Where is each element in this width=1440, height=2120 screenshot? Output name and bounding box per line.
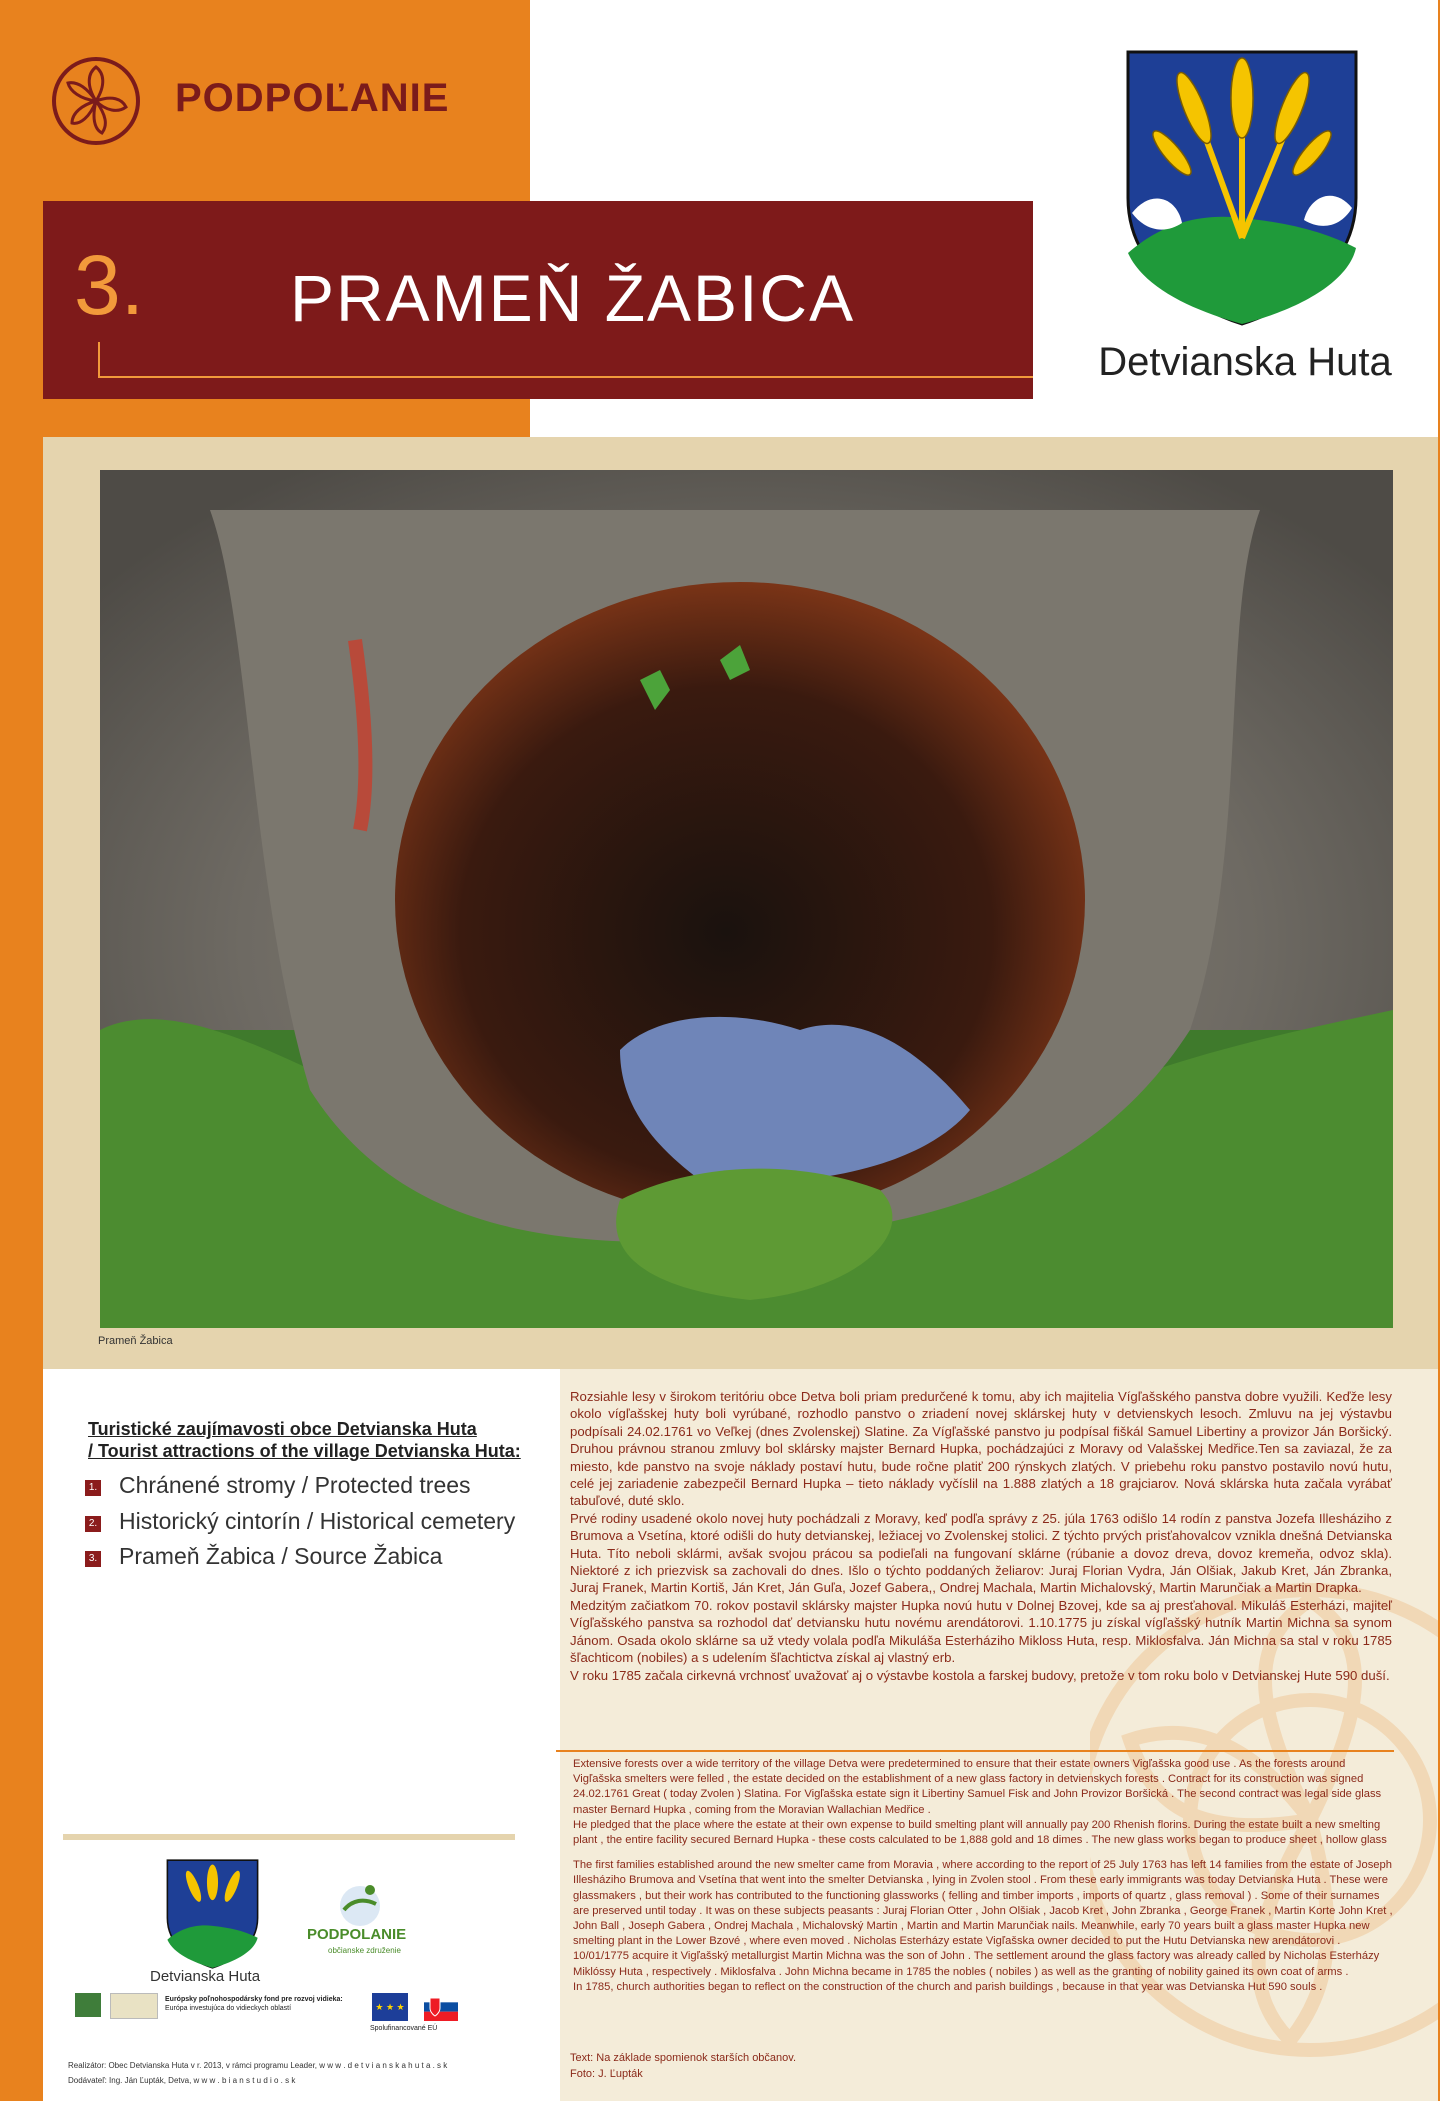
list-number: 1. [85,1480,101,1496]
title-underline-corner [98,342,100,378]
podpolanie-flower-logo-icon [50,55,142,147]
leader-logo-icon [75,1993,101,2017]
podpolanie-association-logo-icon [330,1880,390,1928]
cofinanced-text: Spolufinancované EÚ [370,2025,438,2032]
photo-credit: Foto: J. Ľupták [570,2068,643,2080]
attraction-label: Historický cintorín / Historical cemetery [119,1508,516,1534]
page-title: PRAMEŇ ŽABICA [290,261,856,335]
slovak-paragraph: V roku 1785 začala cirkevná vrchnosť uvažovať aj o výstavbe kostola a farskej budovy, pretože v tom roku bolo v Detvianskej Hute 590 duší. [570,1667,1390,1683]
list-item [85,1472,471,1499]
village-name-small: Detvianska Huta [150,1968,261,1985]
brand-name: PODPOĽANIE [175,76,450,120]
credits [68,2058,447,2088]
podpolanie-association-sub: občianske združenie [328,1946,401,1955]
english-paragraph: In 1785, church authorities began to reflect on the construction of the church and parish buildings , because in that year was Detvianska Hut 590 souls . [573,1980,1323,1993]
left-orange-strip [0,0,43,2101]
attractions-heading-sk: Turistické zaujímavosti obce Detvianska Huta [88,1419,477,1439]
credits-line-2: Dodávateľ: Ing. Ján Ľupták, Detva, w w w . b i a n s t u d i o . s k [68,2076,296,2085]
slovak-paragraph: Rozsiahle lesy v širokom teritóriu obce Detva boli priam predurčené k tomu, aby ich majitelia Vígľašského panstva dobre využili. Keďže lesy okolo vígľašskej huty boli vyrúbané, rozhodlo panstvo o zriadení novej sklárskej huty v detvienskych lesoch. Zmluvu na jej výstavbu podpísali 24.02.1761 vo Veľkej (dnes Zvolenskej) Slatine. Za Vígľašské panstvo ju podpísal fiškál Samuel Libertiny a provizor Ján Boršický. Druhou právnou stranou zmluvy bol sklársky majster Bernard Hupka, pochádzajúci z Moravy od Valašskej Medřice.Ten sa zaviazal, že za miesto, kde panstvo na svoje náklady postaví hutu, bude ročne platiť 200 rýnskych zlatých. V priebehu roku panstvo postavilo novú hutu, celé jej zariadenie zabezpečil Bernard Hupka – tieto náklady vyčíslil na 1.888 zlatých a 18 grajciarov. Nová sklárska huta začala vyrábať tabuľové, duté sklo. [570,1389,1392,1509]
podpolanie-association-name: PODPOLANIE [307,1926,407,1943]
title-underline [98,376,1033,378]
attractions-heading-en: / Tourist attractions of the village Detvianska Huta: [88,1441,521,1461]
english-paragraph: The first families established around the new smelter came from Moravia , where according to the report of 25 July 1763 has left 14 families from the estate of Joseph Illesháziho Brumova and Vsetína that went into the smelter Detvianska , lying in Zvolen stool . From these early immigrants was today Detvianska Huta . These were glassmakers , but their work has contributed to the functioning glassworks ( felling and timber imports , imports of quartz , glass removal ) . Some of their surnames are preserved until today . It was on these subjects peasants : Juraj Florian Otter , John Olšiak , Jacob Kret , John Zbranka , George Franek , Martin Korte John Kret , John Ball , Joseph Gabera , Ondrej Machala , Michalovský Martin , Martin and Martin Marunčiak nails. Meanwhile, early 70 years built a glass master Hupka new smelting plant in the Lower Bzové , where even moved . Nicholas Esterházy estate Vigľašska owner decided to put the Hutu Detvianska new arendátorovi . 10/01/1775 acquire it Vigľašský metallurgist Martin Michna was the son of John . The settlement around the glass factory was already called by Nicholas Esterházy Miklóssy Huta , respectively . Miklosfalva . John Michna became in 1785 the nobles ( nobiles ) as well as the granting of nobility gained its own coat of arms . [573,1859,1393,1978]
eu-fund-line-1: Európsky poľnohospodársky fond pre rozvoj vidieka: [165,1996,343,2003]
slovak-paragraph: Prvé rodiny usadené okolo novej huty pochádzali z Moravy, keď podľa správy z 25. júla 1763 odišlo 14 rodín z panstva Jozefa Illesháziho z Brumova a Vsetína, ktoré odišli do huty detvianskej, ležiacej vo Zvolenskej stolici. Z týchto prvých prisťahovalcov vznikla dnešná Detvianska Huta. Títo neboli sklármi, avšak svojou prácou sa podieľali na fungovaní sklárne (rúbanie a dovoz dreva, dovoz kremeňa, odvoz skla). Niektoré z ich priezvisk sa zachovali do dnes. Išlo o týchto poddaných želiarov: Juraj Florian Vydra, Ján Olšiak, Jakub Kret, Ján Zbranka, Juraj Franek, Martin Kortiš, Ján Kret, Ján Guľa, Jozef Gabera,, Ondrej Machala, Martin Michalovský, Martin Marunčiak a Martin Drapka. [570,1510,1392,1596]
attractions-heading [88,1418,528,1462]
list-number: 2. [85,1516,101,1532]
coat-of-arms-small-icon [165,1858,260,1970]
divider [63,1834,515,1840]
text-credits [570,2050,796,2082]
text-source: Text: Na základe spomienok starších občanov. [570,2052,797,2064]
credits-line-1: Realizátor: Obec Detvianska Huta v r. 2013, v rámci programu Leader, w w w . d e t v i a n s k a h u t a . s k [68,2061,448,2070]
village-name: Detvianska Huta [1098,340,1392,384]
eu-flag-icon: ★ ★ ★ [372,1993,408,2021]
english-paragraph: Extensive forests over a wide territory of the village Detva were predetermined to ensure that their estate owners Vigľašska good use . As the forests around Vigľašska smelters were felled , the estate decided on the establishment of a new glass factory in detvienskych forests . Contract for its construction was signed 24.02.1761 Great ( today Zvolen ) Slatina. For Vigľašska estate sign it Libertiny Samuel Fisk and John Provizor Boršická . The second contract was legal side glass master Bernard Hupka , coming from the Moravian Wallachian Medřice . [573,1758,1382,1816]
slovak-paragraph: Medzitým začiatkom 70. rokov postavil sklársky majster Hupka novú hutu v Dolnej Bzovej, kde sa aj presťahoval. Mikuláš Esterházi, majiteľ Vígľašského panstva sa rozhodol dať detviansku hutu novému arendátorovi. 1.10.1775 ju získal vígľašský hutník Martin Michna sa synom Jánom. Osada okolo sklárne sa už vtedy volala podľa Mikuláša Esterháziho Mikloss Huta, resp. Miklosfalva. Ján Michna sa stal v roku 1785 šľachticom (nobiles) a s udelením šľachtictva získal aj vlastný erb. [570,1597,1392,1666]
eu-fund-text [165,1995,365,2013]
english-paragraph: He pledged that the place where the estate at their own expense to build smelting plant will annually pay 200 Rhenish florins. During the estate built a new smelting plant , the entire facility secured Bernard Hupka - these costs calculated to be 1,888 gold and 18 dimes . The new glass works began to produce sheet , hollow glass [573,1818,1387,1847]
list-item [85,1508,515,1535]
slovak-text [570,1388,1392,1684]
photo-prameň-žabica [100,470,1393,1328]
english-text-rule [556,1750,1394,1752]
title-number: 3. [74,238,145,332]
english-text [573,1757,1393,1995]
list-item [85,1543,442,1570]
attraction-label: Prameň Žabica / Source Žabica [119,1543,443,1569]
coat-of-arms-icon [1122,48,1362,328]
attraction-label: Chránené stromy / Protected trees [119,1472,471,1498]
eu-fund-line-2: Európa investujúca do vidieckych oblastí [165,2005,292,2012]
photo-caption: Prameň Žabica [98,1335,173,1347]
list-number: 3. [85,1551,101,1567]
slovak-flag-icon [424,1993,458,2021]
rural-development-logo-icon [110,1993,158,2019]
